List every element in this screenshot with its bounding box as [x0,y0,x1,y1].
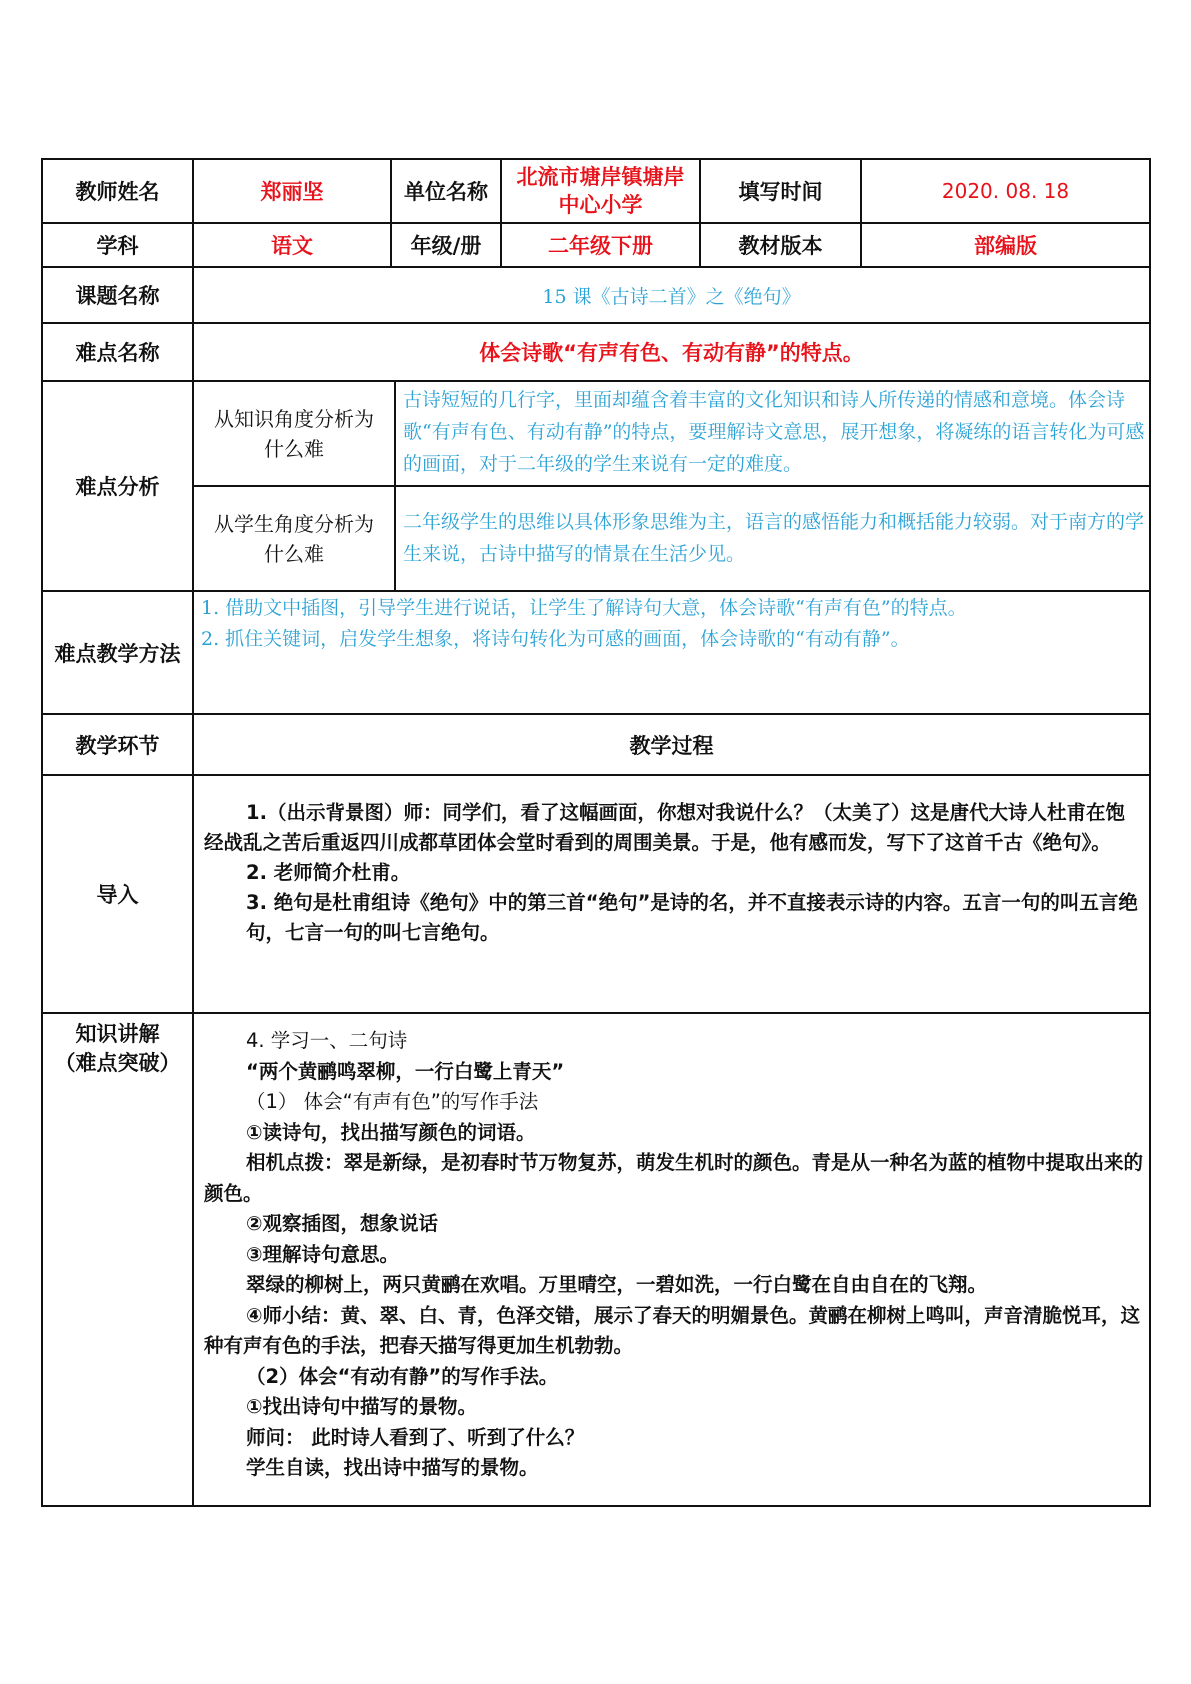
knowledge-line: 师问： 此时诗人看到了、听到了什么？ [246,1425,585,1449]
student-angle-text: 二年级学生的思维以具体形象思维为主，语言的感悟能力和概括能力较弱。对于南方的学生来说，古诗中描写的情景在生活少见。 [403,511,1145,565]
student-angle-label [194,487,394,590]
intro-paragraph: 2. 老师简介杜甫。 [246,861,411,884]
knowledge-label-line2: （难点突破） [54,1051,181,1075]
process-content-header: 教学过程 [629,733,714,758]
edition-value: 部编版 [974,234,1037,258]
knowledge-label [43,1018,192,1080]
intro-paragraph: 3. 绝句是杜甫组诗《绝句》中的第三首“绝句”是诗的名，并不直接表示诗的内容。五言一句的叫五言绝句，七言一句的叫七言绝句。 [246,891,1138,944]
row-divider [41,774,1151,776]
knowledge-line: ①读诗句，找出描写颜色的词语。 [246,1120,536,1144]
knowledge-line: ④师小结：黄、翠、白、青，色泽交错，展示了春天的明媚景色。黄鹂在柳树上鸣叫，声音清脆悦耳，这种有声有色的手法，把春天描写得更加生机勃勃。 [204,1303,1141,1357]
knowledge-line: （2）体会“有动有静”的写作手法。 [246,1364,559,1388]
date-label: 填写时间 [738,180,823,204]
intro-paragraph: 1.（出示背景图）师：同学们，看了这幅画面，你想对我说什么？（太美了）这是唐代大诗人杜甫在饱经战乱之苦后重返四川成都草团体会堂时看到的周围美景。于是，他有感而发，写下了这首千古《绝句》。 [204,801,1125,854]
row-divider [41,590,1151,592]
unit-name-line1: 北流市塘岸镇塘岸 [516,165,685,189]
difficulty-label: 难点名称 [75,341,160,365]
knowledge-line: 翠绿的柳树上，两只黄鹂在欢唱。万里晴空，一碧如洗，一行白鹭在自由自在的飞翔。 [246,1273,988,1296]
knowledge-angle-label [194,382,394,485]
subject-label: 学科 [96,234,139,258]
grade-value: 二年级下册 [548,234,653,258]
knowledge-line: 学生自读，找出诗中描写的景物。 [246,1456,539,1479]
edition-label: 教材版本 [738,234,823,258]
knowledge-label-line1: 知识讲解 [75,1022,160,1046]
unit-name-value [502,160,699,222]
process-step-header: 教学环节 [75,733,160,758]
topic-value: 15 课《古诗二首》之《绝句》 [542,285,801,308]
knowledge-line: 相机点拨：翠是新绿，是初春时节万物复苏，萌发生机时的颜色。青是从一种名为蓝的植物中提取出来的颜色。 [204,1151,1144,1205]
table-border-bottom [41,1505,1151,1507]
knowledge-content [204,1026,1144,1504]
method-item: 2. 抓住关键词，启发学生想象，将诗句转化为可感的画面，体会诗歌的“有动有静”。 [201,628,910,650]
teacher-name-label: 教师姓名 [75,180,160,204]
column-divider [394,380,396,592]
knowledge-line: （1） 体会“有声有色”的写作手法 [246,1090,539,1113]
unit-name-line2: 中心小学 [558,193,643,217]
topic-label: 课题名称 [75,284,160,308]
method-list [201,593,1146,711]
knowledge-line: 4. 学习一、二句诗 [246,1029,408,1052]
knowledge-angle-line1: 从知识角度分析为 [214,406,374,431]
lesson-plan-table [41,158,1151,1507]
knowledge-line: ②观察插图，想象说话 [246,1212,439,1235]
method-item: 1. 借助文中插图，引导学生进行说话，让学生了解诗句大意，体会诗歌“有声有色”的特点。 [201,597,967,619]
knowledge-line: ①找出诗句中描写的景物。 [246,1395,478,1418]
student-angle-line2: 什么难 [264,541,324,566]
knowledge-line: ③理解诗句意思。 [246,1242,400,1266]
knowledge-line: “两个黄鹂鸣翠柳，一行白鹭上青天” [246,1059,565,1083]
unit-name-label: 单位名称 [404,180,488,204]
knowledge-angle-line2: 什么难 [264,436,324,461]
date-value: 2020. 08. 18 [941,179,1070,203]
student-angle-line1: 从学生角度分析为 [214,511,374,536]
grade-label: 年级/册 [410,234,482,258]
table-border-right [1149,158,1151,1507]
method-label: 难点教学方法 [54,641,181,666]
teacher-name-value: 郑丽坚 [260,180,324,204]
difficulty-value: 体会诗歌“有声有色、有动有静”的特点。 [479,341,864,365]
intro-label: 导入 [96,883,139,907]
knowledge-angle-text: 古诗短短的几行字，里面却蕴含着丰富的文化知识和诗人所传递的情感和意境。体会诗歌“有声有色、有动有静”的特点，要理解诗文意思，展开想象，将凝练的语言转化为可感的画面，对于二年级的学生来说有一定的难度。 [403,389,1145,475]
subject-value: 语文 [271,234,313,258]
row-divider [41,1012,1151,1014]
intro-content [204,798,1144,1008]
analysis-label: 难点分析 [75,475,160,499]
